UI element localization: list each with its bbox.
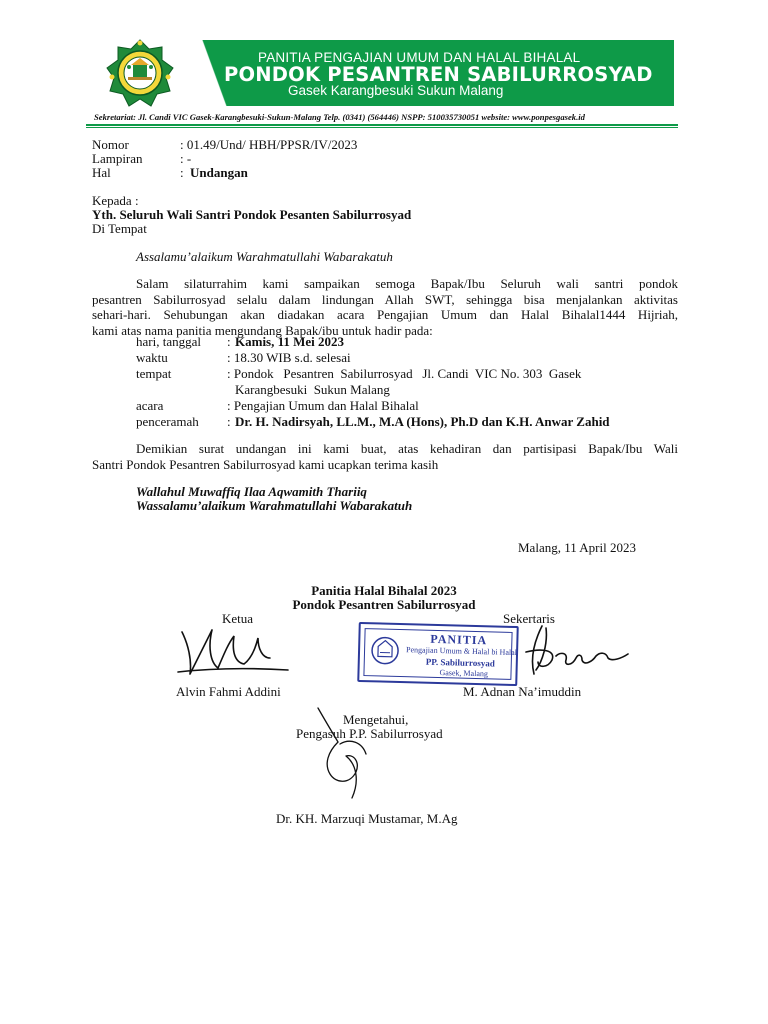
nomor-value: : 01.49/Und/ HBH/PPSR/IV/2023 xyxy=(180,137,358,152)
pesantren-emblem-icon xyxy=(96,38,184,108)
committee-subtitle: Pondok Pesantren Sabilurrosyad xyxy=(292,597,476,612)
ketua-name: Alvin Fahmi Addini xyxy=(176,684,281,699)
stamp-emblem-icon xyxy=(370,634,401,667)
lampiran-label: Lampiran xyxy=(92,151,143,166)
waktu-label: waktu xyxy=(136,350,168,365)
hal-colon: : xyxy=(180,165,184,180)
lampiran-value: : - xyxy=(180,151,192,166)
hal-label: Hal xyxy=(92,165,111,180)
acara-label: acara xyxy=(136,398,164,413)
closing-line-1: Wallahul Muwaffiq Ilaa Aqwamith Thariiq xyxy=(136,484,367,499)
penceramah-value: Dr. H. Nadirsyah, LL.M., M.A (Hons), Ph.D dan K.H. Anwar Zahid xyxy=(235,414,610,429)
hal-value: Undangan xyxy=(190,165,248,180)
paragraph-line: pesantren Sabilurrosyad selalu dalam lindungan Allah SWT, sehingga bisa menjalankan aktivitas xyxy=(92,291,678,307)
ketua-signature xyxy=(174,624,294,684)
recipient-place: Di Tempat xyxy=(92,221,147,236)
stamp-line-3: Gasek, Malang xyxy=(439,668,489,679)
stamp-line-1: Pengajian Umum & Halal bi Halal xyxy=(405,645,518,658)
hari-value: Kamis, 11 Mei 2023 xyxy=(235,334,345,349)
sekretaris-signature xyxy=(512,622,632,680)
paragraph-line: kami atas nama panitia mengundang Bapak/ibu untuk hadir pada: xyxy=(92,322,433,338)
recipient-name: Yth. Seluruh Wali Santri Pondok Pesanten Sabilurrosyad xyxy=(92,207,412,222)
paragraph-line: Salam silaturrahim kami sampaikan semoga Bapak/Ibu Seluruh wali santri pondok xyxy=(136,276,678,291)
greeting: Assalamu’alaikum Warahmatullahi Wabarakatuh xyxy=(136,249,393,264)
closing-line-2: Wassalamu’alaikum Warahmatullahi Wabarakatuh xyxy=(136,498,413,513)
paragraph-line: Demikian surat undangan ini kami buat, atas kehadiran dan partisipasi Bapak/Ibu Wali xyxy=(136,441,678,456)
sekretaris-label: Sekertaris xyxy=(503,611,555,626)
mengetahui-label: Mengetahui, xyxy=(343,712,409,727)
hari-colon: : xyxy=(227,334,231,349)
approval-role: Pengasuh P.P. Sabilurrosyad xyxy=(296,726,443,741)
header-rule xyxy=(86,124,678,126)
waktu-value: : 18.30 WIB s.d. selesai xyxy=(227,350,351,365)
pengasuh-name: Dr. KH. Marzuqi Mustamar, M.Ag xyxy=(276,811,458,826)
committee-title: Panitia Halal Bihalal 2023 xyxy=(311,583,457,598)
date-place: Malang, 11 April 2023 xyxy=(518,540,636,555)
tempat-label: tempat xyxy=(136,366,172,381)
penceramah-label: penceramah xyxy=(136,414,199,429)
header-rule-thin xyxy=(86,127,678,128)
stamp-title: PANITIA xyxy=(430,631,488,648)
header-title: PONDOK PESANTREN SABILURROSYAD xyxy=(224,63,653,86)
paragraph-intro xyxy=(92,276,678,338)
nomor-label: Nomor xyxy=(92,137,129,152)
pengasuh-signature xyxy=(310,702,390,808)
committee-stamp xyxy=(357,622,519,686)
kepada-label: Kepada : xyxy=(92,193,139,208)
tempat-value: : Pondok Pesantren Sabilurrosyad Jl. Candi VIC No. 303 Gasek xyxy=(227,366,582,381)
header-subtitle: PANITIA PENGAJIAN UMUM DAN HALAL BIHALAL xyxy=(258,50,581,65)
tempat-value-cont: Karangbesuki Sukun Malang xyxy=(235,382,390,397)
paragraph-line: sehari-hari. Sehubungan akan diadakan acara Pengajian Umum dan Halal Bihalal1444 Hijriah, xyxy=(92,307,678,322)
hari-label: hari, tanggal xyxy=(136,334,201,349)
acara-value: : Pengajian Umum dan Halal Bihalal xyxy=(227,398,419,413)
header-address: Sekretariat: Jl. Candi VIC Gasek-Karangbesuki-Sukun-Malang Telp. (0341) (564446) NSPP: 510035730051 website: www.ponpesgasek.id xyxy=(94,112,585,122)
stamp-line-2: PP. Sabilurrosyad xyxy=(425,656,495,669)
penceramah-colon: : xyxy=(227,414,231,429)
paragraph-line: Santri Pondok Pesantren Sabilurrosyad kami ucapkan terima kasih xyxy=(92,456,439,472)
sekretaris-name: M. Adnan Na’imuddin xyxy=(463,684,582,699)
ketua-label: Ketua xyxy=(222,611,254,626)
paragraph-closing xyxy=(92,441,678,472)
header-location: Gasek Karangbesuki Sukun Malang xyxy=(288,83,504,98)
